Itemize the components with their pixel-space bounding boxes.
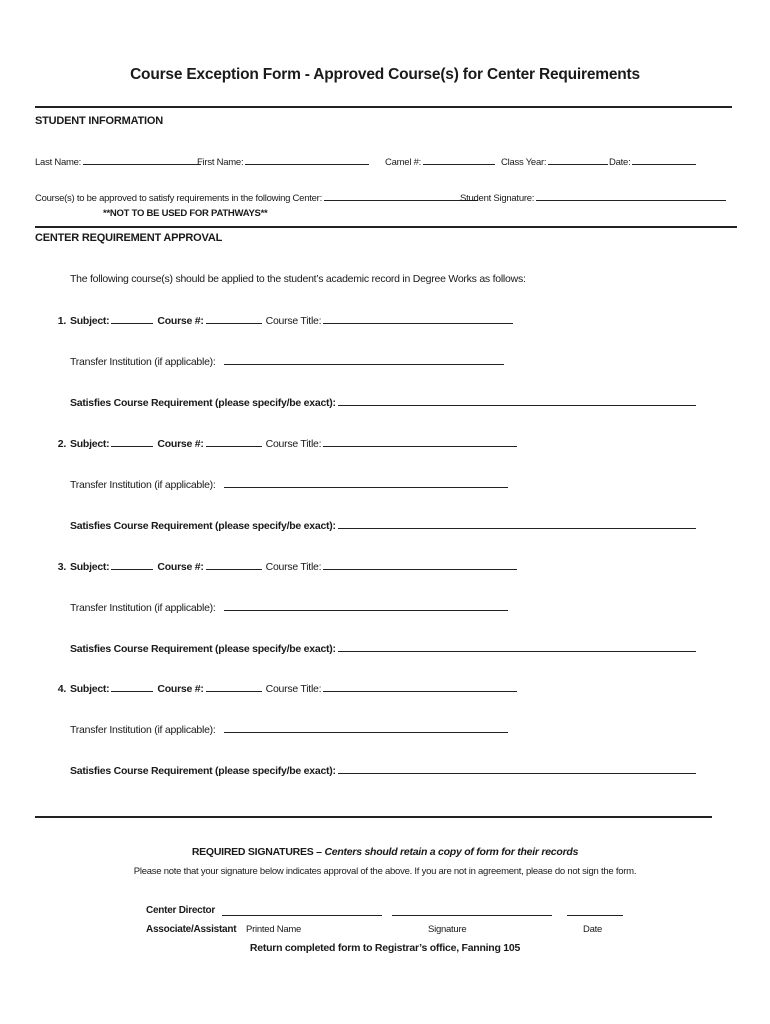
course-title-label: Course Title:	[265, 315, 322, 327]
transfer-row	[70, 354, 504, 368]
course-number-field[interactable]	[206, 681, 262, 692]
signature-notice: Please note that your signature below indicates approval of the above. If you are not in agreement, please do not sign the form.	[133, 866, 637, 877]
subject-field[interactable]	[111, 313, 153, 324]
transfer-row	[70, 600, 508, 614]
date-caption: Date	[583, 924, 603, 935]
director-date-field[interactable]	[567, 905, 623, 916]
course-number-label: Course #:	[157, 683, 204, 695]
printed-name-caption: Printed Name	[246, 924, 302, 935]
transfer-label: Transfer Institution (if applicable):	[70, 479, 216, 491]
entry-number: 4.	[57, 683, 66, 695]
form-title: Course Exception Form - Approved Course(s) for Center Requirements	[130, 66, 640, 83]
role-line-2: Associate/Assistant	[146, 924, 237, 935]
satisfies-label: Satisfies Course Requirement (please specify/be exact):	[70, 765, 336, 777]
transfer-row	[70, 477, 508, 491]
entry-number: 3.	[57, 561, 66, 573]
required-signatures-label: REQUIRED SIGNATURES –	[191, 846, 322, 858]
course-title-label: Course Title:	[265, 561, 322, 573]
camel-number-row	[385, 154, 495, 168]
student-signature-label: Student Signature:	[460, 193, 535, 204]
course-entry	[50, 436, 517, 450]
class-year-row	[501, 154, 608, 168]
camel-number-label: Camel #:	[385, 157, 422, 168]
course-number-field[interactable]	[206, 559, 262, 570]
center-label: Course(s) to be approved to satisfy requirements in the following Center:	[35, 193, 322, 204]
subject-field[interactable]	[111, 681, 153, 692]
transfer-field[interactable]	[224, 600, 508, 611]
course-entry	[50, 313, 513, 327]
course-title-field[interactable]	[323, 559, 517, 570]
course-title-field[interactable]	[323, 681, 517, 692]
printed-name-field[interactable]	[222, 905, 382, 916]
role-line-1: Center Director	[146, 905, 216, 916]
course-number-field[interactable]	[206, 436, 262, 447]
course-title-field[interactable]	[323, 436, 517, 447]
center-field[interactable]	[324, 190, 478, 201]
satisfies-row	[70, 763, 696, 777]
satisfies-field[interactable]	[338, 518, 696, 529]
date-row	[609, 154, 696, 168]
student-signature-row	[460, 190, 726, 204]
student-signature-field[interactable]	[536, 190, 726, 201]
transfer-field[interactable]	[224, 722, 508, 733]
course-number-field[interactable]	[206, 313, 262, 324]
signature-caption: Signature	[428, 924, 467, 935]
first-name-row	[197, 154, 369, 168]
student-information-heading: STUDENT INFORMATION	[35, 115, 163, 127]
signatures-divider	[35, 816, 712, 818]
last-name-field[interactable]	[83, 154, 201, 165]
satisfies-field[interactable]	[338, 641, 696, 652]
satisfies-row	[70, 395, 696, 409]
center-row	[35, 190, 478, 204]
course-title-label: Course Title:	[265, 683, 322, 695]
required-signatures-heading	[0, 846, 770, 858]
last-name-row	[35, 154, 201, 168]
date-label: Date:	[609, 157, 631, 168]
satisfies-row	[70, 518, 696, 532]
date-field[interactable]	[632, 154, 696, 165]
entry-number: 1.	[57, 315, 66, 327]
transfer-label: Transfer Institution (if applicable):	[70, 602, 216, 614]
satisfies-field[interactable]	[338, 763, 696, 774]
course-title-label: Course Title:	[265, 438, 322, 450]
subject-field[interactable]	[111, 436, 153, 447]
director-signature-field[interactable]	[392, 905, 552, 916]
satisfies-label: Satisfies Course Requirement (please specify/be exact):	[70, 520, 336, 532]
transfer-row	[70, 722, 508, 736]
entry-number: 2.	[57, 438, 66, 450]
course-entry	[50, 681, 517, 695]
approval-divider	[35, 226, 737, 228]
satisfies-label: Satisfies Course Requirement (please specify/be exact):	[70, 397, 336, 409]
required-signatures-note: Centers should retain a copy of form for their records	[324, 846, 579, 858]
course-entry	[50, 559, 517, 573]
first-name-label: First Name:	[197, 157, 244, 168]
satisfies-label: Satisfies Course Requirement (please specify/be exact):	[70, 643, 336, 655]
satisfies-field[interactable]	[338, 395, 696, 406]
subject-field[interactable]	[111, 559, 153, 570]
class-year-field[interactable]	[548, 154, 608, 165]
course-number-label: Course #:	[157, 438, 204, 450]
transfer-label: Transfer Institution (if applicable):	[70, 356, 216, 368]
subject-label: Subject:	[70, 561, 110, 573]
last-name-label: Last Name:	[35, 157, 82, 168]
return-note: Return completed form to Registrar’s office, Fanning 105	[249, 942, 521, 954]
pathways-note: **NOT TO BE USED FOR PATHWAYS**	[103, 208, 268, 219]
subject-label: Subject:	[70, 683, 110, 695]
transfer-field[interactable]	[224, 354, 504, 365]
class-year-label: Class Year:	[501, 157, 547, 168]
transfer-field[interactable]	[224, 477, 508, 488]
center-approval-heading: CENTER REQUIREMENT APPROVAL	[35, 232, 223, 244]
first-name-field[interactable]	[245, 154, 369, 165]
transfer-label: Transfer Institution (if applicable):	[70, 724, 216, 736]
approval-intro: The following course(s) should be applied to the student’s academic record in Degree Works as follows:	[70, 273, 526, 285]
camel-number-field[interactable]	[423, 154, 495, 165]
subject-label: Subject:	[70, 438, 110, 450]
subject-label: Subject:	[70, 315, 110, 327]
course-number-label: Course #:	[157, 561, 204, 573]
course-number-label: Course #:	[157, 315, 204, 327]
course-title-field[interactable]	[323, 313, 513, 324]
title-divider	[35, 106, 732, 108]
satisfies-row	[70, 641, 696, 655]
